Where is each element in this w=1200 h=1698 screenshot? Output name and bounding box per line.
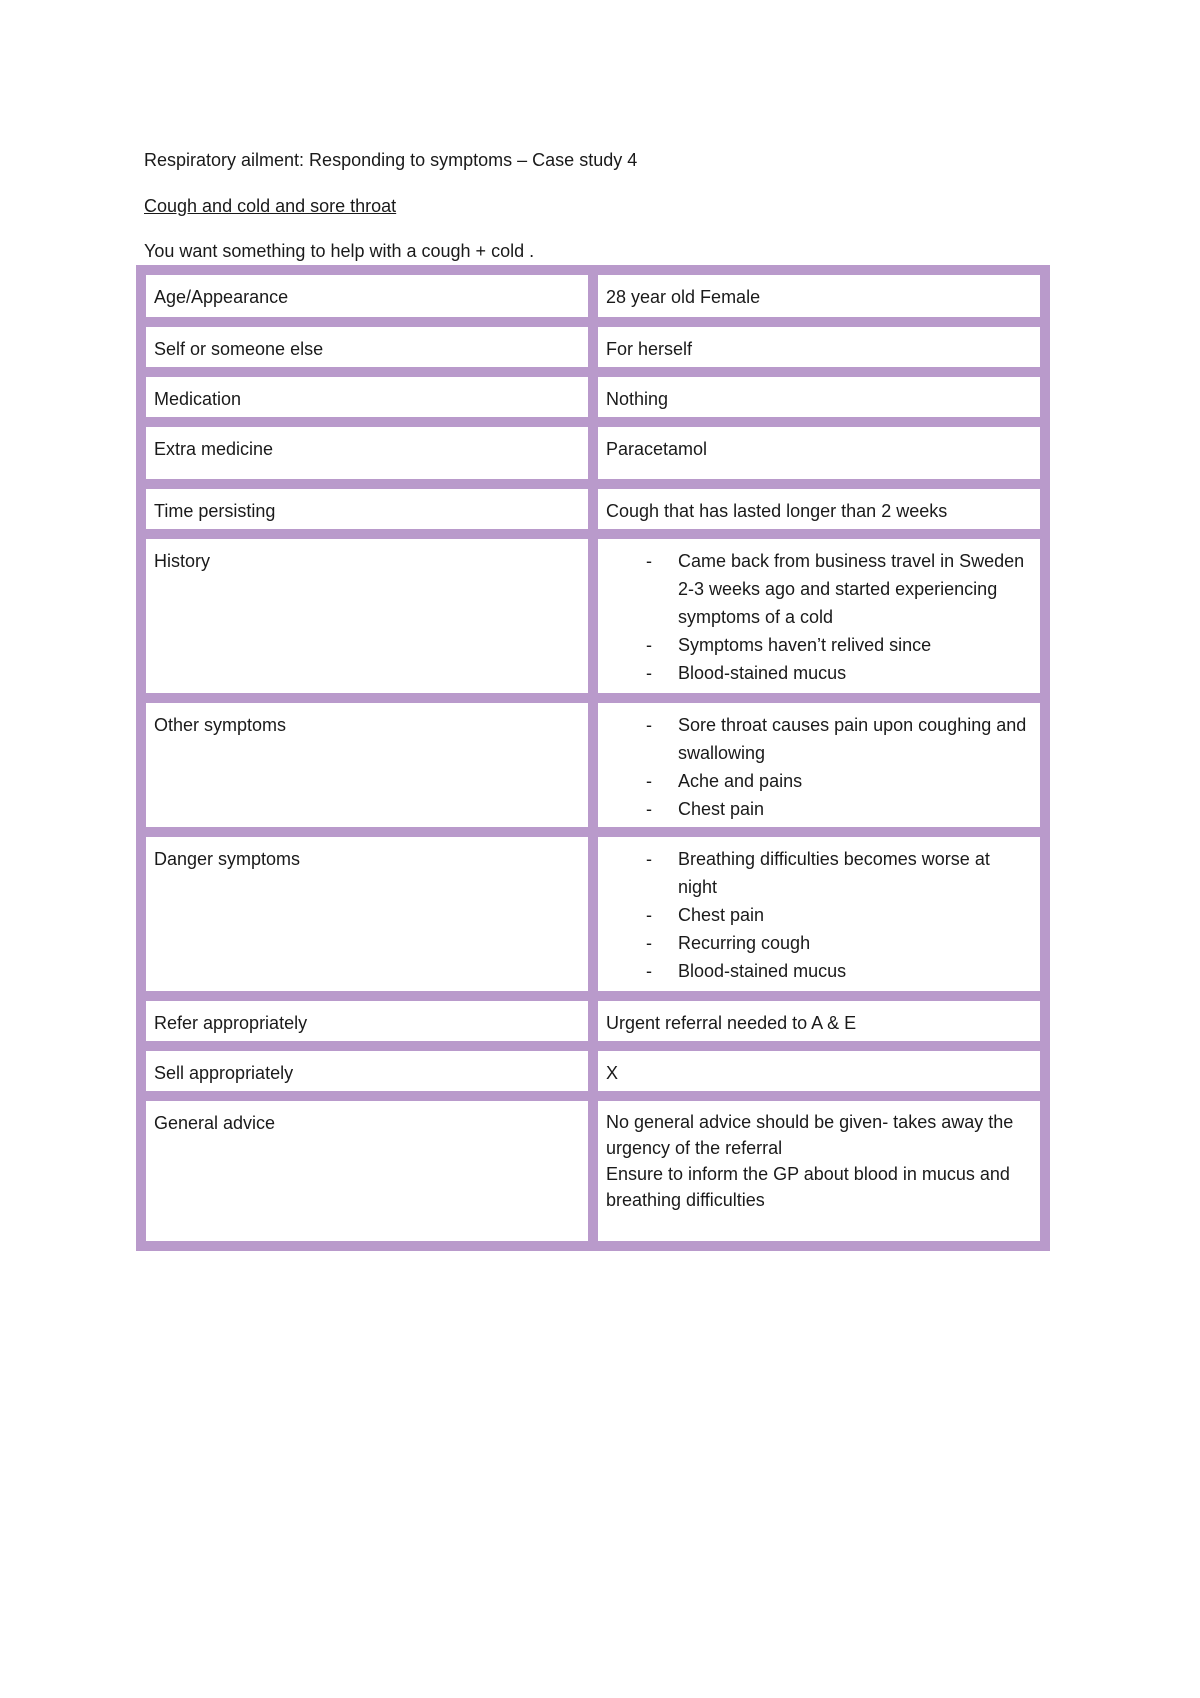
- list-item: [646, 845, 1032, 901]
- bullet-dash: -: [646, 799, 652, 819]
- list-item-text: Sore throat causes pain upon coughing and swallowing: [678, 715, 1027, 763]
- row-label: Time persisting: [141, 484, 593, 534]
- row-label: Other symptoms: [141, 698, 593, 832]
- row-value: For herself: [593, 322, 1045, 372]
- table-row: [141, 534, 1045, 698]
- row-label: Extra medicine: [141, 422, 593, 484]
- row-value: X: [593, 1046, 1045, 1096]
- list-item: [646, 631, 1032, 659]
- bullet-dash: -: [646, 715, 652, 735]
- row-label: Medication: [141, 372, 593, 422]
- danger-symptoms-list: [606, 845, 1032, 985]
- list-item-text: Ache and pains: [678, 771, 803, 791]
- list-item: [646, 547, 1032, 631]
- row-value-list: [593, 698, 1045, 832]
- row-value: Urgent referral needed to A & E: [593, 996, 1045, 1046]
- list-item-text: Recurring cough: [678, 933, 811, 953]
- advice-line: Ensure to inform the GP about blood in mucus and breathing difficulties: [606, 1164, 1010, 1210]
- bullet-dash: -: [646, 905, 652, 925]
- row-value-lines: [593, 1096, 1045, 1246]
- list-item: [646, 957, 1032, 985]
- document-title: Respiratory ailment: Responding to symptoms – Case study 4: [144, 150, 638, 170]
- row-value: Paracetamol: [593, 422, 1045, 484]
- bullet-dash: -: [646, 933, 652, 953]
- row-label: Danger symptoms: [141, 832, 593, 996]
- table-row: [141, 1096, 1045, 1246]
- row-label: Self or someone else: [141, 322, 593, 372]
- row-label: Age/Appearance: [141, 270, 593, 322]
- table-row: [141, 322, 1045, 372]
- list-item: [646, 929, 1032, 957]
- advice-line: No general advice should be given- takes away the urgency of the referral: [606, 1112, 1014, 1158]
- table-row: [141, 832, 1045, 996]
- bullet-dash: -: [646, 551, 652, 571]
- row-value-list: [593, 832, 1045, 996]
- bullet-dash: -: [646, 663, 652, 683]
- table-row: [141, 372, 1045, 422]
- row-label: History: [141, 534, 593, 698]
- list-item-text: Blood-stained mucus: [678, 663, 847, 683]
- table-row: [141, 698, 1045, 832]
- row-label: Sell appropriately: [141, 1046, 593, 1096]
- bullet-dash: -: [646, 771, 652, 791]
- list-item-text: Breathing difficulties becomes worse at night: [678, 849, 990, 897]
- row-label: Refer appropriately: [141, 996, 593, 1046]
- list-item: [646, 767, 1032, 795]
- row-value: Cough that has lasted longer than 2 weeks: [593, 484, 1045, 534]
- table-row: [141, 1046, 1045, 1096]
- list-item-text: Came back from business travel in Sweden 2-3 weeks ago and started experiencing symptoms of a cold: [678, 551, 1025, 627]
- bullet-dash: -: [646, 849, 652, 869]
- list-item-text: Chest pain: [678, 905, 765, 925]
- table-row: [141, 422, 1045, 484]
- row-value-list: [593, 534, 1045, 698]
- table-row: [141, 484, 1045, 534]
- row-value: Nothing: [593, 372, 1045, 422]
- bullet-dash: -: [646, 635, 652, 655]
- table-row: [141, 270, 1045, 322]
- row-label: General advice: [141, 1096, 593, 1246]
- bullet-dash: -: [646, 961, 652, 981]
- other-symptoms-list: [606, 711, 1032, 823]
- list-item: [646, 795, 1032, 823]
- list-item-text: Chest pain: [678, 799, 765, 819]
- document-intro: You want something to help with a cough + cold .: [144, 241, 535, 261]
- case-study-table: [136, 265, 1050, 1251]
- list-item: [646, 711, 1032, 767]
- list-item-text: Blood-stained mucus: [678, 961, 847, 981]
- history-list: [606, 547, 1032, 687]
- list-item: [646, 901, 1032, 929]
- list-item-text: Symptoms haven’t relived since: [678, 635, 932, 655]
- table-row: [141, 996, 1045, 1046]
- row-value: 28 year old Female: [593, 270, 1045, 322]
- list-item: [646, 659, 1032, 687]
- document-subtitle: Cough and cold and sore throat: [144, 196, 397, 216]
